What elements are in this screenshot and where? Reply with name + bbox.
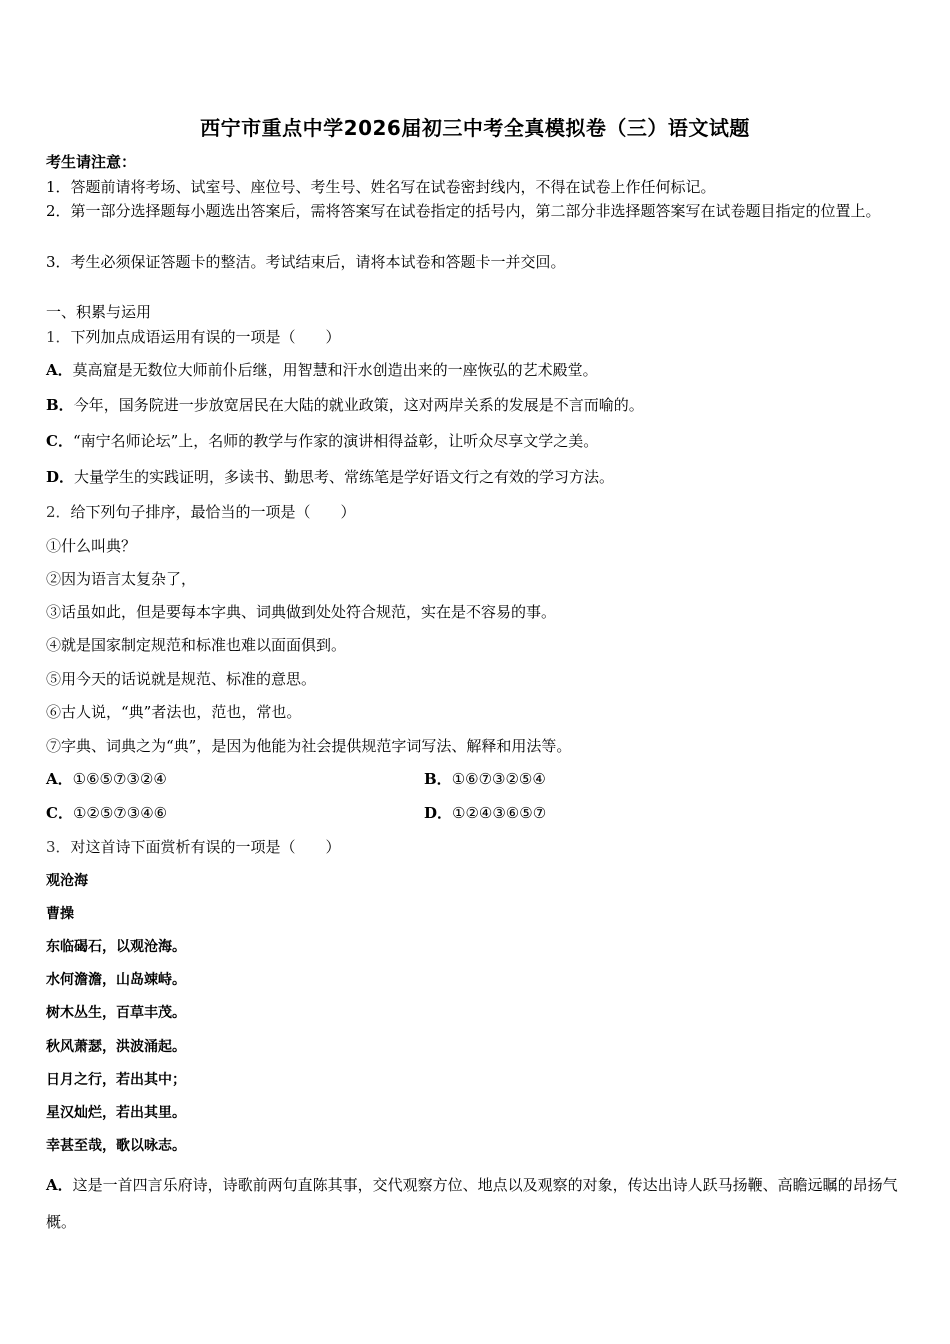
option-text: ①②④③⑥⑤⑦ <box>452 804 547 822</box>
option-label: B． <box>424 770 452 788</box>
question-1-stem <box>46 327 916 347</box>
page-title: 西宁市重点中学2026届初三中考全真模拟卷（三）语文试题 <box>200 116 750 140</box>
sentence-6: ⑥古人说，“典”者法也，范也，常也。 <box>46 703 302 721</box>
poem-line: 水何澹澹，山岛竦峙。 <box>46 972 186 988</box>
option-label: A． <box>46 770 73 788</box>
option-label: B． <box>46 396 74 414</box>
sentence-2: ②因为语言太复杂了， <box>46 570 197 588</box>
question-number: 2． <box>46 503 71 521</box>
option-a <box>46 360 916 380</box>
poem-line: 东临碣石，以观沧海。 <box>46 939 186 955</box>
option-d <box>46 467 916 487</box>
question-3-stem <box>46 837 916 857</box>
option-text: “南宁名师论坛”上，名师的教学与作家的演讲相得益彰，让听众尽享文学之美。 <box>72 432 599 450</box>
notice-heading: 考生请注意： <box>46 153 137 171</box>
option-a <box>46 770 167 788</box>
poem-line: 日月之行，若出其中； <box>46 1072 186 1088</box>
option-text: 莫高窟是无数位大师前仆后继，用智慧和汗水创造出来的一座恢弘的艺术殿堂。 <box>72 361 598 379</box>
question-text: 下列加点成语运用有误的一项是（ ） <box>70 328 341 346</box>
option-text: 大量学生的实践证明，多读书、勤思考、常练笔是学好语文行之有效的学习方法。 <box>74 468 615 486</box>
option-b <box>46 395 916 415</box>
poem-author: 曹操 <box>46 906 74 922</box>
option-label: D． <box>46 468 75 486</box>
option-c <box>46 431 916 451</box>
option-text: 今年，国务院进一步放宽居民在大陆的就业政策，这对两岸关系的发展是不言而喻的。 <box>73 396 644 414</box>
option-text: ①②⑤⑦③④⑥ <box>72 804 168 822</box>
section-heading: 一、积累与运用 <box>46 303 152 321</box>
option-label: D． <box>424 804 453 822</box>
sentence-3: ③话虽如此，但是要每本字典、词典做到处处符合规范，实在是不容易的事。 <box>46 603 557 621</box>
question-number: 1． <box>46 328 71 346</box>
sentence-1: ①什么叫典？ <box>46 537 137 555</box>
option-text: ①⑥⑦③②⑤④ <box>451 770 546 788</box>
poem-line: 幸甚至哉，歌以咏志。 <box>46 1138 186 1154</box>
question-number: 3． <box>46 838 71 856</box>
sentence-5: ⑤用今天的话说就是规范、标准的意思。 <box>46 670 317 688</box>
poem-line: 秋风萧瑟，洪波涌起。 <box>46 1039 186 1055</box>
poem-line: 星汉灿烂，若出其里。 <box>46 1105 186 1121</box>
question-text: 给下列句子排序，最恰当的一项是（ ） <box>70 503 356 521</box>
poem-title: 观沧海 <box>46 873 88 889</box>
question-2-stem <box>46 502 916 522</box>
sentence-7: ⑦字典、词典之为“典”，是因为他能为社会提供规范字词写法、解释和用法等。 <box>46 737 572 755</box>
option-label: C． <box>46 804 73 822</box>
option-row-cd <box>46 803 916 823</box>
question-text: 对这首诗下面赏析有误的一项是（ ） <box>70 838 341 856</box>
option-text: ①⑥⑤⑦③②④ <box>72 770 167 788</box>
notice-item-1: 1．答题前请将考场、试室号、座位号、考生号、姓名写在试卷密封线内，不得在试卷上作任何标记。 <box>46 178 716 196</box>
option-text: 这是一首四言乐府诗，诗歌前两句直陈其事，交代观察方位、地点以及观察的对象，传达出诗人跃马扬鞭、高瞻远瞩的昂扬气概。 <box>46 1176 898 1231</box>
option-label: A． <box>46 1176 73 1194</box>
notice-item-3: 3．考生必须保证答题卡的整洁。考试结束后，请将本试卷和答题卡一并交回。 <box>46 253 566 271</box>
option-a <box>46 1167 916 1241</box>
option-label: C． <box>46 432 73 450</box>
sentence-4: ④就是国家制定规范和标准也难以面面俱到。 <box>46 636 347 654</box>
notice-item-2: 2．第一部分选择题每小题选出答案后，需将答案写在试卷指定的括号内，第二部分非选择题答案写在试卷题目指定的位置上。 <box>46 202 881 220</box>
option-b <box>424 769 546 789</box>
option-c <box>46 804 167 822</box>
option-d <box>424 803 546 823</box>
option-label: A． <box>46 361 73 379</box>
poem-line: 树木丛生，百草丰茂。 <box>46 1005 186 1021</box>
option-row-ab <box>46 769 916 789</box>
